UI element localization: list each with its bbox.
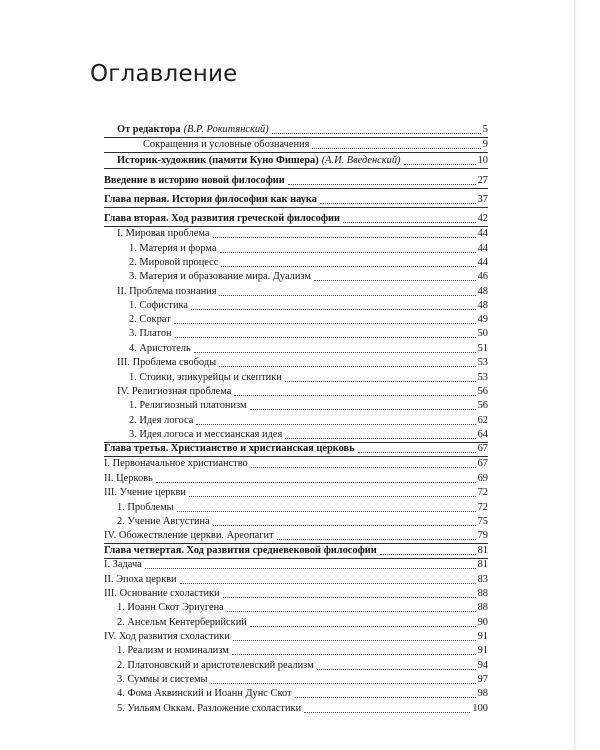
- toc-entry: [104, 441, 488, 455]
- toc-entry: [117, 514, 488, 528]
- toc-entry-page-number: 46: [477, 271, 488, 282]
- dot-leader: [177, 511, 476, 512]
- dot-leader: [277, 539, 476, 540]
- toc-entry-page-number: 48: [477, 300, 488, 311]
- toc-entry-page-number: 62: [477, 415, 488, 426]
- toc-entry: [104, 586, 488, 600]
- dot-leader: [219, 295, 475, 296]
- toc-entry-page-number: 9: [482, 139, 488, 150]
- toc-entry: [129, 341, 488, 355]
- toc-entry-title: 3. Суммы и системы: [117, 674, 208, 685]
- toc-entry: [104, 543, 488, 557]
- toc-entry-page-number: 50: [477, 328, 488, 339]
- toc-entry-page-number: 53: [477, 357, 488, 368]
- toc-entry: [104, 173, 488, 187]
- toc-entry-page-number: 97: [477, 674, 488, 685]
- toc-entry-page-number: 44: [477, 257, 488, 268]
- dot-leader: [288, 184, 476, 185]
- toc-entry-page-number: 79: [477, 530, 488, 541]
- toc-entry: [104, 471, 488, 485]
- toc-entry-title: 2. Сократ: [129, 314, 171, 325]
- dot-leader: [196, 424, 475, 425]
- dot-leader: [223, 597, 476, 598]
- toc-entry: [117, 672, 488, 686]
- toc-entry: [104, 557, 488, 571]
- toc-entry-title: I. Задача: [104, 559, 142, 570]
- toc-entry: [104, 456, 488, 470]
- dot-leader: [189, 496, 476, 497]
- toc-entry-title: Сокращения и условные обозначения: [143, 139, 310, 150]
- section-divider-rule: [104, 188, 488, 189]
- toc-entry-title: 2. Мировой процесс: [129, 257, 219, 268]
- toc-entry-title: Глава первая. История философии как наука: [104, 194, 317, 205]
- dot-leader: [295, 697, 476, 698]
- toc-entry: [117, 226, 488, 240]
- toc-entry-title: I. Первоначальное христианство: [104, 458, 248, 469]
- toc-entry-title: 1. Материя и форма: [129, 243, 217, 254]
- dot-leader: [380, 554, 476, 555]
- toc-entry: [143, 137, 488, 151]
- dot-leader: [194, 352, 476, 353]
- toc-entry-title: Глава четвертая. Ход развития средневековой философии: [104, 545, 377, 556]
- toc-entry-author: (В.Р. Рокитянский): [183, 124, 269, 135]
- dot-leader: [314, 280, 476, 281]
- toc-entry-page-number: 100: [472, 703, 488, 714]
- toc-entry: [117, 686, 488, 700]
- dot-leader: [180, 583, 476, 584]
- toc-entry-page-number: 37: [477, 194, 488, 205]
- toc-entry: [104, 192, 488, 206]
- toc-entry-page-number: 67: [477, 443, 488, 454]
- toc-entry-page-number: 27: [477, 175, 488, 186]
- toc-entry-title: 2. Учение Августина: [117, 516, 210, 527]
- toc-entry-page-number: 56: [477, 386, 488, 397]
- toc-entry-page-number: 75: [477, 516, 488, 527]
- toc-entry-title: От редактора: [117, 124, 181, 135]
- toc-entry: [104, 485, 488, 499]
- toc-entry: [129, 298, 488, 312]
- dot-leader: [213, 525, 476, 526]
- toc-entry-title: 2. Платоновский и аристотелевский реализм: [117, 660, 314, 671]
- toc-entry: [117, 701, 488, 715]
- dot-leader: [404, 164, 476, 165]
- toc-entry-title: 4. Фома Аквинский и Иоанн Дунс Скот: [117, 688, 292, 699]
- toc-entry-page-number: 91: [477, 645, 488, 656]
- toc-entry-title: III. Проблема свободы: [117, 357, 217, 368]
- toc-entry-page-number: 91: [477, 631, 488, 642]
- toc-entry-page-number: 10: [477, 155, 488, 166]
- toc-entry-page-number: 69: [477, 473, 488, 484]
- toc-entry-page-number: 72: [477, 502, 488, 513]
- toc-entry: [117, 615, 488, 629]
- toc-entry-page-number: 64: [477, 429, 488, 440]
- page-title: Оглавление: [90, 61, 238, 87]
- toc-entry-title: IV. Религиозная проблема: [117, 386, 232, 397]
- toc-entry-title: 4. Аристотель: [129, 343, 191, 354]
- toc-entry-page-number: 83: [477, 574, 488, 585]
- dot-leader: [175, 337, 476, 338]
- toc-entry-page-number: 5: [482, 124, 488, 135]
- dot-leader: [174, 323, 476, 324]
- dot-leader: [304, 712, 470, 713]
- dot-leader: [250, 409, 476, 410]
- dot-leader: [285, 438, 475, 439]
- toc-entry-page-number: 88: [477, 588, 488, 599]
- toc-entry-title: Введение в историю новой философии: [104, 175, 285, 186]
- toc-entry-page-number: 81: [477, 559, 488, 570]
- toc-entry-page-number: 81: [477, 545, 488, 556]
- toc-entry-title: 3. Материя и образование мира. Дуализм: [129, 271, 311, 282]
- toc-entry: [104, 629, 488, 643]
- toc-entry: [129, 413, 488, 427]
- toc-entry-title: Глава третья. Христианство и христианская церковь: [104, 443, 355, 454]
- toc-entry-title: III. Основание схоластики: [104, 588, 220, 599]
- dot-leader: [213, 237, 476, 238]
- toc-entry-page-number: 67: [477, 458, 488, 469]
- toc-entry: [129, 241, 488, 255]
- toc-entry: [117, 643, 488, 657]
- toc-entry-page-number: 53: [477, 372, 488, 383]
- toc-entry: [129, 326, 488, 340]
- toc-entry-page-number: 49: [477, 314, 488, 325]
- toc-entry: [129, 370, 488, 384]
- dot-leader: [191, 309, 476, 310]
- toc-entry-title: III. Учение церкви: [104, 487, 186, 498]
- toc-entry-title: 1. Религиозный платонизм: [129, 400, 247, 411]
- toc-entry-page-number: 51: [477, 343, 488, 354]
- toc-entry-title: 5. Уильям Оккам. Разложение схоластики: [117, 703, 302, 714]
- toc-entry-page-number: 48: [477, 286, 488, 297]
- toc-entry-title: 2. Идея логоса: [129, 415, 194, 426]
- toc-entry-page-number: 90: [477, 617, 488, 628]
- dot-leader: [221, 266, 475, 267]
- toc-entry-title: 2. Ансельм Кентерберийский: [117, 617, 247, 628]
- section-divider-rule: [104, 168, 488, 169]
- toc-entry-title: II. Церковь: [104, 473, 153, 484]
- toc-entry-title: II. Эпоха церкви: [104, 574, 177, 585]
- toc-entry: [129, 427, 488, 441]
- dot-leader: [251, 467, 476, 468]
- toc-entry-title: 3. Идея логоса и мессианская идея: [129, 429, 283, 440]
- toc-entry-page-number: 98: [477, 688, 488, 699]
- dot-leader: [156, 482, 476, 483]
- toc-entry: [117, 153, 488, 167]
- toc-entry: [117, 122, 488, 136]
- toc-entry-title: I. Мировая проблема: [117, 228, 210, 239]
- toc-entry: [129, 312, 488, 326]
- toc-entry-page-number: 42: [477, 213, 488, 224]
- toc-entry: [129, 255, 488, 269]
- toc-entry: [129, 398, 488, 412]
- toc-entry: [129, 269, 488, 283]
- toc-entry-title: IV. Обожествление церкви. Ареопагит: [104, 530, 274, 541]
- dot-leader: [233, 640, 476, 641]
- toc-entry: [104, 528, 488, 542]
- dot-leader: [220, 252, 476, 253]
- dot-leader: [312, 148, 480, 149]
- toc-entry-title: 1. Проблемы: [117, 502, 174, 513]
- toc-entry-title: 1. Стоики, эпикурейцы и скептики: [129, 372, 282, 383]
- toc-entry-author: (А.И. Введенский): [321, 155, 401, 166]
- toc-entry-title: 3. Платон: [129, 328, 172, 339]
- toc-entry: [117, 500, 488, 514]
- toc-entry: [104, 211, 488, 225]
- toc-entry-title: II. Проблема познания: [117, 286, 217, 297]
- dot-leader: [211, 683, 476, 684]
- toc-entry-title: Глава вторая. Ход развития греческой философии: [104, 213, 341, 224]
- dot-leader: [227, 611, 476, 612]
- dot-leader: [272, 133, 481, 134]
- toc-entry: [117, 384, 488, 398]
- toc-entry: [104, 572, 488, 586]
- dot-leader: [285, 381, 476, 382]
- toc-entry: [117, 355, 488, 369]
- dot-leader: [317, 669, 476, 670]
- toc-entry: [117, 284, 488, 298]
- dot-leader: [358, 452, 476, 453]
- toc-entry-title: 1. Иоанн Скот Эриугена: [117, 602, 224, 613]
- toc-entry-page-number: 88: [477, 602, 488, 613]
- section-divider-rule: [104, 207, 488, 208]
- toc-entry-title: 1. Реализм и номинализм: [117, 645, 229, 656]
- toc-entry-title: 1. Софистика: [129, 300, 189, 311]
- toc-entry-title: Историк-художник (памяти Куно Фишера): [117, 155, 319, 166]
- toc-entry-page-number: 72: [477, 487, 488, 498]
- dot-leader: [320, 203, 476, 204]
- toc-entry-title: IV. Ход развития схоластики: [104, 631, 230, 642]
- dot-leader: [145, 568, 476, 569]
- dot-leader: [234, 395, 475, 396]
- toc-entry-page-number: 94: [477, 660, 488, 671]
- toc-entry-page-number: 44: [477, 243, 488, 254]
- toc-entry: [117, 600, 488, 614]
- dot-leader: [232, 654, 476, 655]
- dot-leader: [343, 222, 476, 223]
- toc-entry: [117, 658, 488, 672]
- toc-entry-page-number: 56: [477, 400, 488, 411]
- toc-entry-page-number: 44: [477, 228, 488, 239]
- dot-leader: [219, 366, 476, 367]
- dot-leader: [250, 626, 476, 627]
